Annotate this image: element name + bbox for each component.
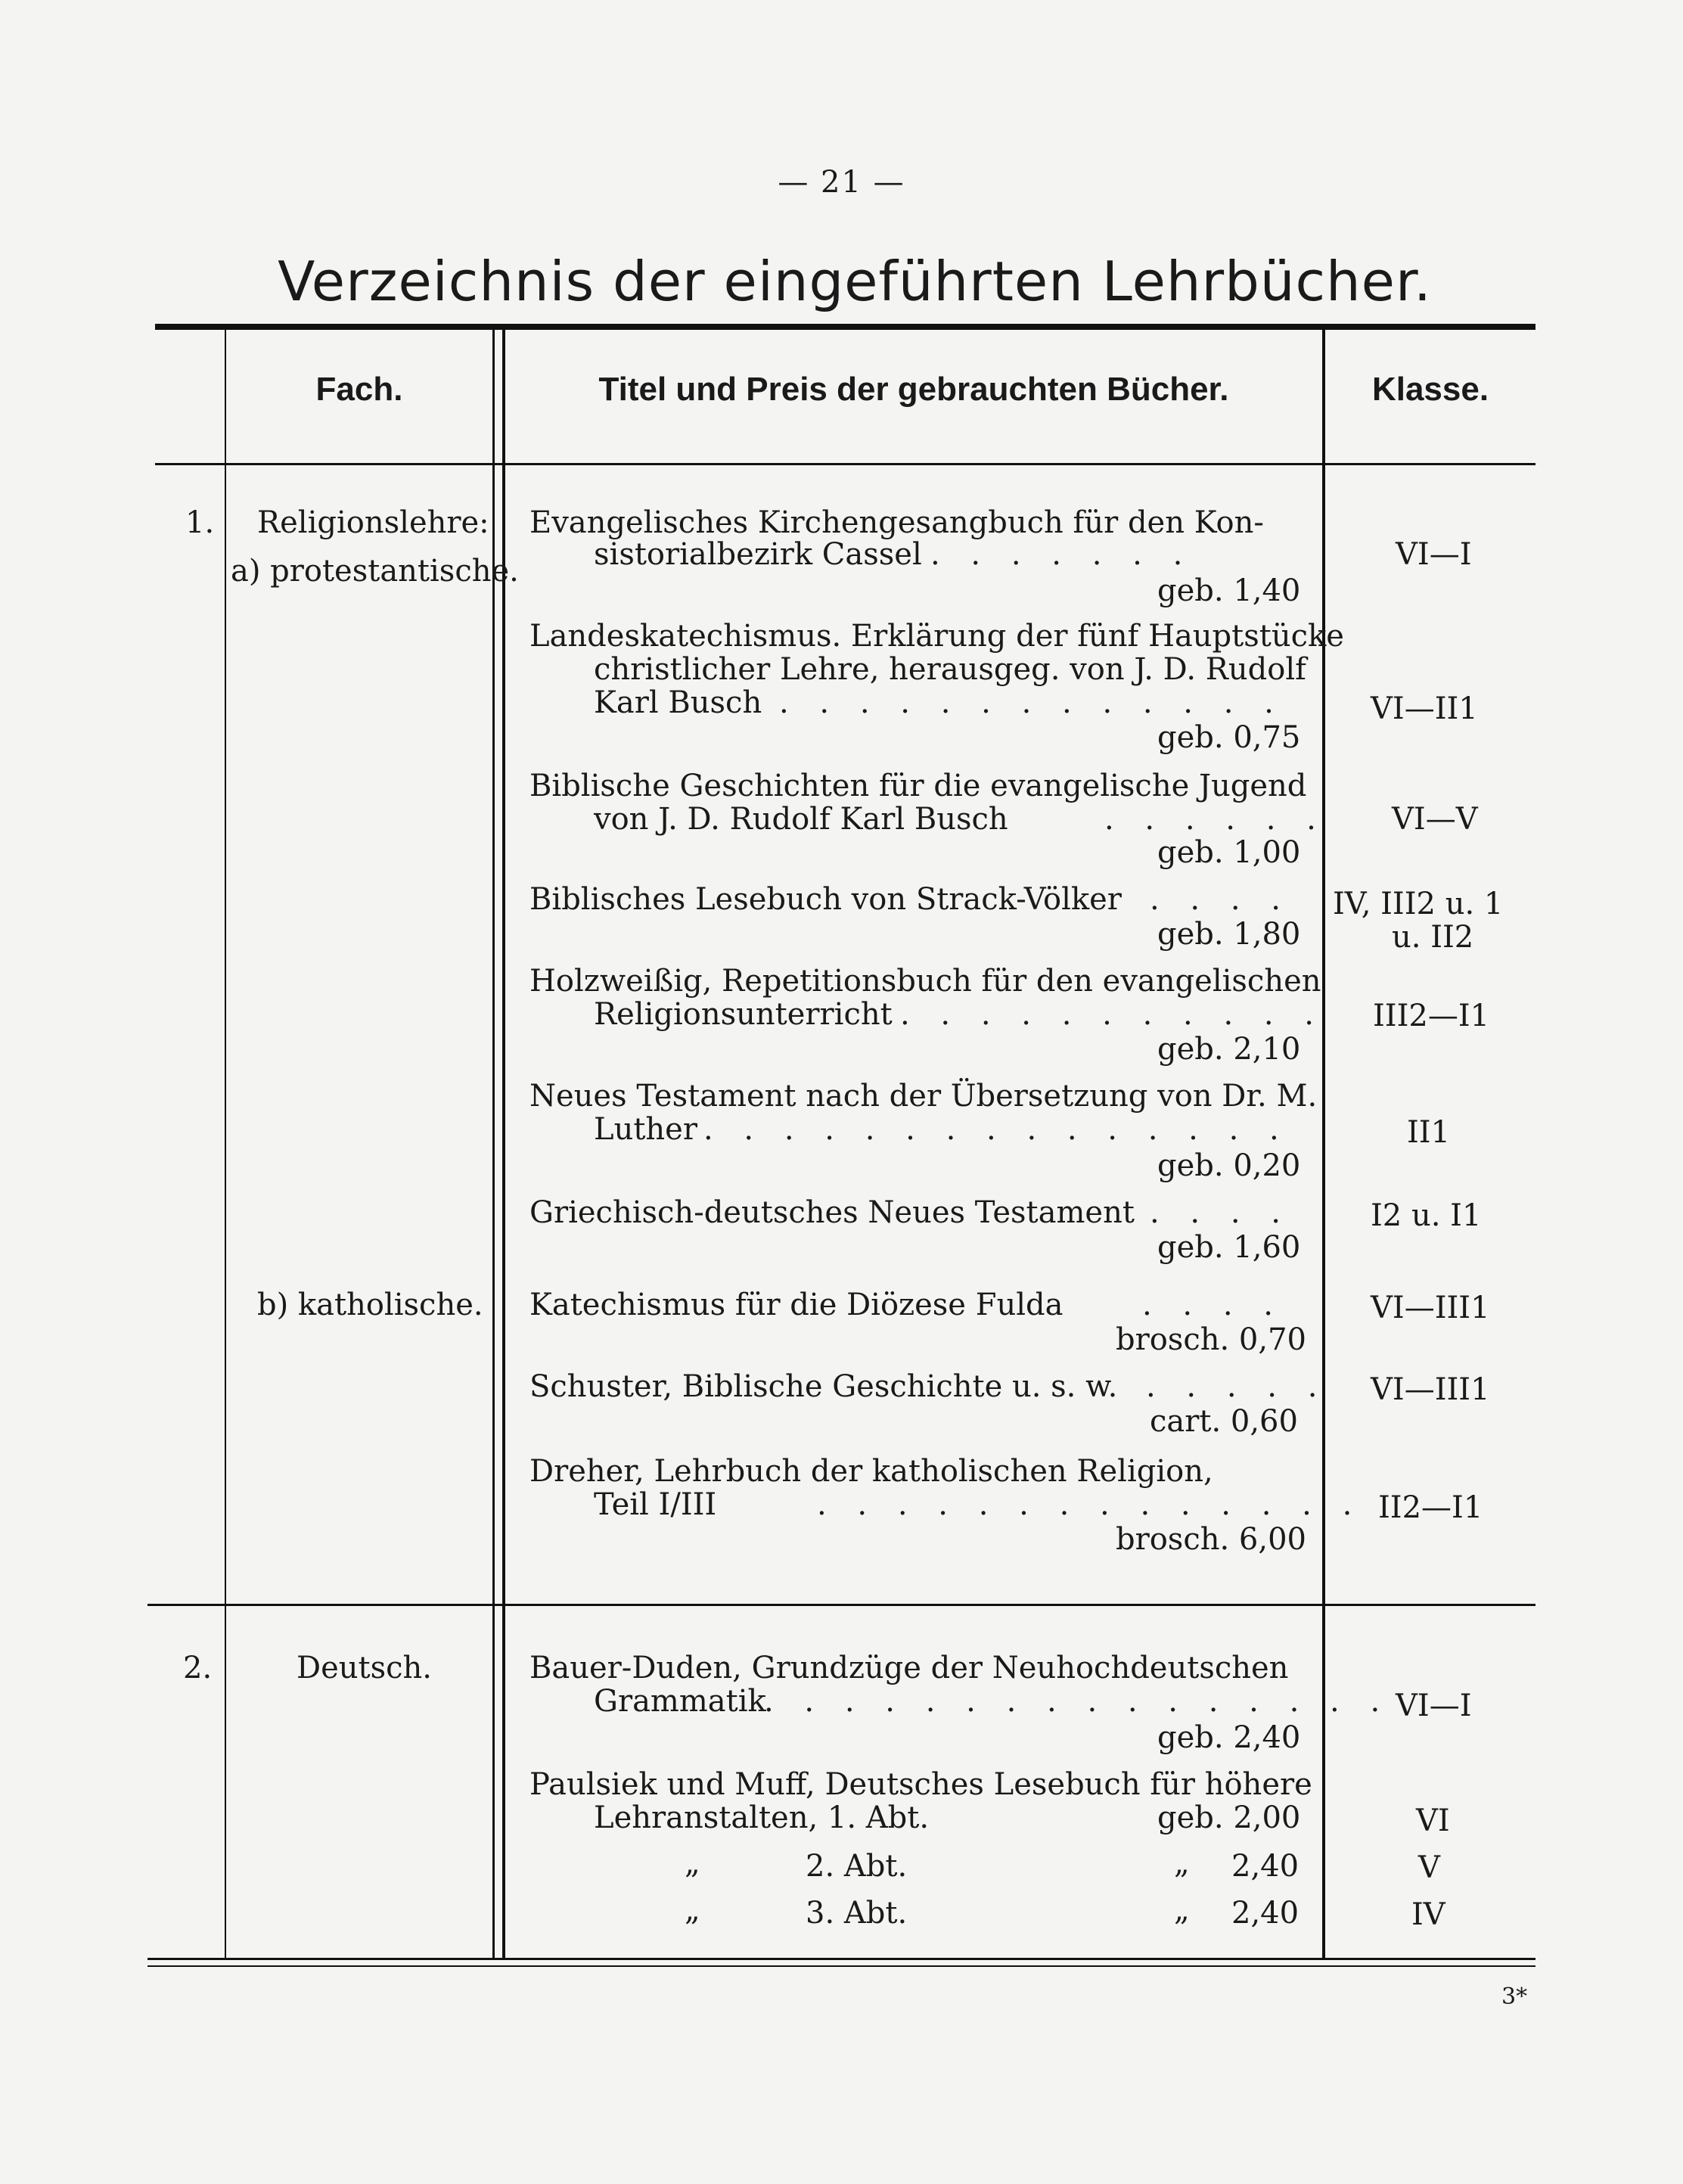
page-title: Verzeichnis der eingeführten Lehrbücher.	[278, 250, 1432, 313]
book-title: christlicher Lehre, herausgeg. von J. D. Rudolf	[594, 652, 1306, 687]
book-klasse: I2 u. I1	[1371, 1198, 1482, 1233]
book-title: 3. Abt.	[806, 1896, 908, 1931]
book-klasse: VI—I	[1396, 537, 1472, 572]
book-price: brosch. 0,70	[1116, 1322, 1306, 1357]
dot-leader: . . . .	[1150, 1195, 1292, 1230]
table-top-rule	[155, 324, 1536, 330]
book-title: Landeskatechismus. Erklärung der fünf Hauptstücke	[529, 619, 1344, 654]
dot-leader: . . . . . . . . . . . . . . . .	[764, 1684, 1391, 1719]
book-price: geb. 2,40	[1157, 1720, 1301, 1755]
section-number: 2.	[183, 1651, 213, 1685]
page-number: — 21 —	[778, 165, 905, 200]
book-price: geb. 2,10	[1157, 1032, 1301, 1067]
book-price: geb. 1,40	[1157, 573, 1301, 608]
book-price: geb. 0,75	[1157, 720, 1301, 755]
book-klasse: VI—III1	[1371, 1372, 1490, 1407]
ditto-mark: „	[685, 1893, 700, 1928]
book-title: Bauer-Duden, Grundzüge der Neuhochdeutschen	[529, 1651, 1289, 1685]
book-title: Evangelisches Kirchengesangbuch für den Kon-	[529, 505, 1264, 540]
book-title: Schuster, Biblische Geschichte u. s. w.	[529, 1369, 1118, 1404]
subject-label: Deutsch.	[297, 1651, 432, 1685]
book-price: 2,40	[1231, 1896, 1300, 1931]
section-divider-rule	[147, 1604, 1536, 1606]
book-title: Grammatik	[594, 1684, 766, 1719]
dot-leader: . . . .	[1142, 1288, 1284, 1322]
book-title: Biblisches Lesebuch von Strack-Völker	[529, 882, 1122, 917]
book-klasse: VI—III1	[1371, 1291, 1490, 1325]
book-klasse: III2—I1	[1373, 999, 1490, 1033]
book-price: brosch. 6,00	[1116, 1522, 1306, 1557]
header-fach: Fach.	[315, 371, 403, 408]
header-bottom-rule	[155, 463, 1536, 465]
book-title: Luther	[594, 1112, 697, 1147]
book-klasse: II2—I1	[1378, 1490, 1483, 1525]
subject-sublabel: b) katholische.	[257, 1288, 483, 1322]
subject-label: Religionslehre:	[257, 505, 489, 540]
dot-leader: . . . . .	[1146, 1369, 1328, 1404]
header-titel: Titel und Preis der gebrauchten Bücher.	[598, 371, 1229, 408]
book-price: geb. 1,00	[1157, 835, 1301, 870]
dot-leader: . . . . . . . . . . . . . . .	[703, 1112, 1290, 1147]
subject-sublabel: a) protestantische.	[231, 554, 519, 589]
signature-mark: 3*	[1501, 1984, 1528, 2010]
book-title: Holzweißig, Repetitionsbuch für den evangelischen	[529, 964, 1321, 999]
column-rule-num	[225, 330, 226, 1958]
book-klasse: VI—II1	[1371, 691, 1478, 726]
book-title: von J. D. Rudolf Karl Busch	[594, 802, 1008, 837]
book-price: geb. 1,60	[1157, 1230, 1301, 1265]
book-klasse: IV	[1411, 1897, 1445, 1932]
section-number: 1.	[185, 505, 215, 540]
book-title: Dreher, Lehrbuch der katholischen Religion,	[529, 1454, 1213, 1489]
book-title: Karl Busch	[594, 685, 762, 720]
table-bottom-rule	[147, 1958, 1536, 1960]
book-price: geb. 2,00	[1157, 1800, 1301, 1835]
book-title: Lehranstalten, 1. Abt.	[594, 1800, 930, 1835]
dot-leader: . . . . . . .	[930, 537, 1194, 572]
header-klasse: Klasse.	[1371, 371, 1489, 408]
book-klasse: II1	[1407, 1115, 1451, 1150]
book-title: Paulsiek und Muff, Deutsches Lesebuch für höhere	[529, 1767, 1312, 1802]
book-title: 2. Abt.	[806, 1849, 908, 1884]
book-klasse: u. II2	[1392, 920, 1474, 955]
ditto-mark: „	[1174, 1846, 1190, 1881]
book-klasse: VI	[1416, 1803, 1450, 1838]
book-klasse: V	[1418, 1850, 1440, 1885]
book-title: Katechismus für die Diözese Fulda	[529, 1288, 1064, 1322]
book-klasse: VI—I	[1396, 1688, 1472, 1723]
dot-leader: . . . . . . . . . . .	[900, 997, 1325, 1032]
dot-leader: . . . . . . . . . . . . .	[779, 685, 1284, 720]
book-klasse: VI—V	[1392, 802, 1478, 837]
book-price: cart. 0,60	[1150, 1404, 1298, 1439]
book-price: geb. 1,80	[1157, 917, 1301, 952]
book-title: Biblische Geschichten für die evangelische Jugend	[529, 769, 1307, 803]
table-bottom-rule-2	[147, 1965, 1536, 1967]
book-title: Teil I/III	[594, 1487, 717, 1522]
dot-leader: . . . . . .	[1104, 802, 1327, 837]
book-title: sistorialbezirk Cassel	[594, 537, 922, 572]
book-title: Griechisch-deutsches Neues Testament	[529, 1195, 1135, 1230]
dot-leader: . . . .	[1150, 882, 1292, 917]
book-price: geb. 0,20	[1157, 1148, 1301, 1183]
book-title: Religionsunterricht	[594, 997, 893, 1032]
book-klasse: IV, III2 u. 1	[1333, 887, 1504, 921]
book-title: Neues Testament nach der Übersetzung von Dr. M.	[529, 1079, 1318, 1114]
book-price: 2,40	[1231, 1849, 1300, 1884]
ditto-mark: „	[1174, 1893, 1190, 1928]
dot-leader: . . . . . . . . . . . . . .	[817, 1487, 1363, 1522]
ditto-mark: „	[685, 1846, 700, 1881]
